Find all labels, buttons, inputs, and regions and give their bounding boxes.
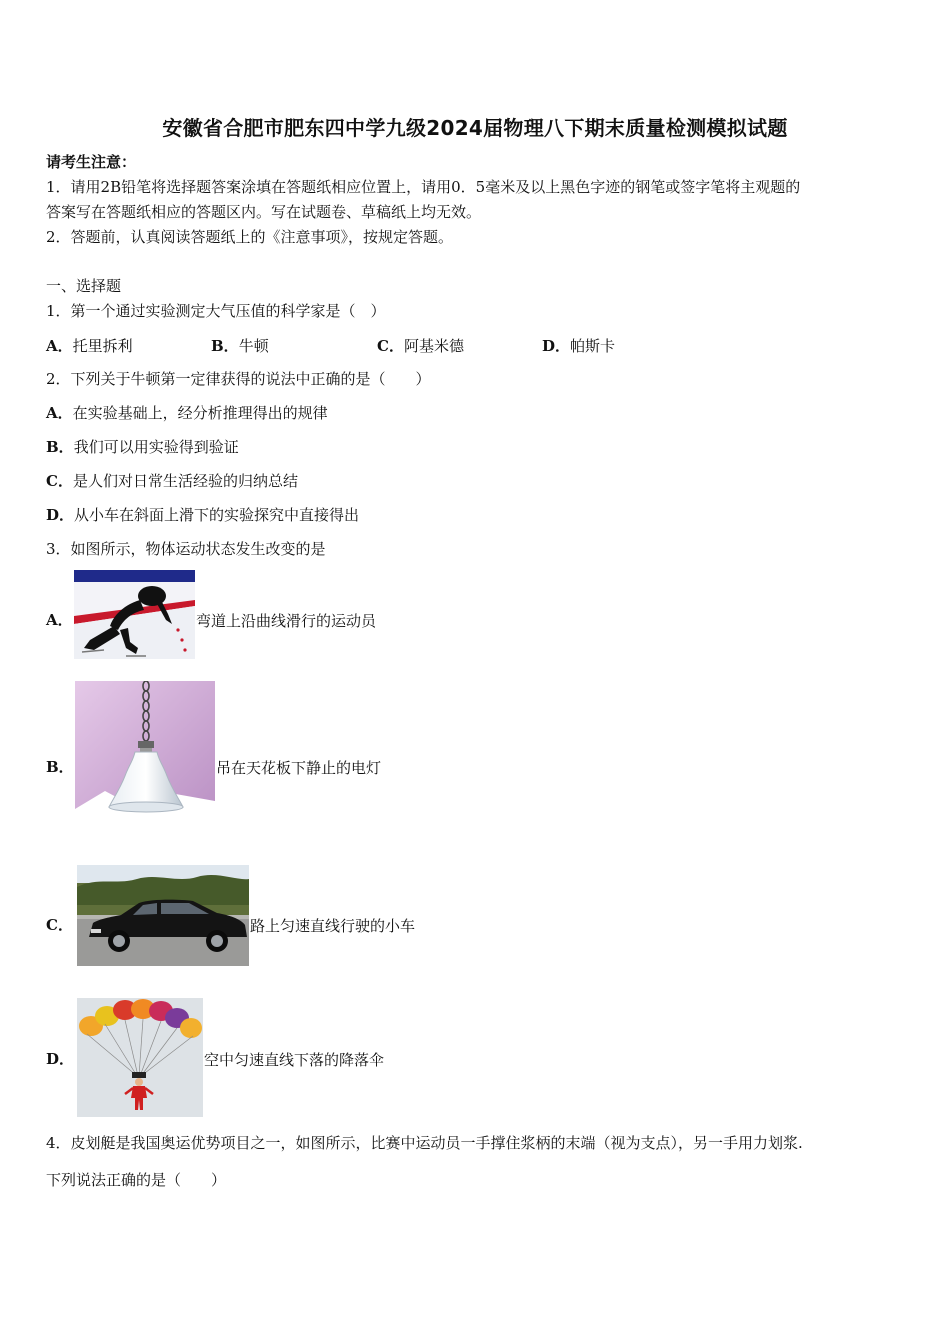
- q2-option-c: C．是人们对日常生活经验的归纳总结: [46, 472, 298, 490]
- q1-stem: 1．第一个通过实验测定大气压值的科学家是（ ）: [46, 302, 386, 320]
- q4-stem-line-2: 下列说法正确的是（ ）: [46, 1171, 227, 1189]
- q2-stem: 2．下列关于牛顿第一定律获得的说法中正确的是（ ）: [46, 370, 431, 388]
- hanging-lamp-image: [75, 681, 215, 825]
- section-heading: 一、选择题: [46, 277, 122, 295]
- notice-item-1-line-1: 1．请用2B铅笔将选择题答案涂填在答题纸相应位置上，请用0．5毫米及以上黑色字迹的钢笔或签字笔将主观题的: [46, 178, 801, 196]
- parachute-image: [77, 998, 203, 1117]
- q1-options: [46, 336, 666, 356]
- q4-stem-line-1: 4．皮划艇是我国奥运优势项目之一，如图所示，比赛中运动员一手撑住浆柄的末端（视为支点），另一手用力划浆.: [46, 1134, 803, 1152]
- q2-option-a: A．在实验基础上，经分析推理得出的规律: [46, 404, 328, 422]
- q3-option-a-text: 弯道上沿曲线滑行的运动员: [196, 612, 377, 630]
- notice-item-1-line-2: 答案写在答题纸相应的答题区内。写在试题卷、草稿纸上均无效。: [46, 203, 482, 221]
- speed-skater-image: [74, 570, 195, 659]
- q1-option-a: A．托里拆利: [46, 337, 133, 355]
- q3-option-d-letter: D．: [46, 1050, 75, 1068]
- notice-item-2: 2．答题前，认真阅读答题纸上的《注意事项》，按规定答题。: [46, 228, 454, 246]
- q2-option-d: D．从小车在斜面上滑下的实验探究中直接得出: [46, 506, 360, 524]
- q3-option-a-letter: A．: [46, 611, 73, 629]
- q3-option-c-text: 路上匀速直线行驶的小车: [250, 917, 416, 935]
- q1-option-c: C．阿基米德: [377, 337, 464, 355]
- q2-option-b: B．我们可以用实验得到验证: [46, 438, 239, 456]
- q1-option-d: D．帕斯卡: [542, 337, 616, 355]
- q3-option-b-letter: B．: [46, 758, 74, 776]
- q3-stem: 3．如图所示，物体运动状态发生改变的是: [46, 540, 326, 558]
- q3-option-c-letter: C．: [46, 916, 73, 934]
- notice-heading: 请考生注意：: [46, 153, 137, 171]
- q3-option-d-text: 空中匀速直线下落的降落伞: [204, 1051, 385, 1069]
- car-image: [77, 865, 249, 966]
- q3-option-b-text: 吊在天花板下静止的电灯: [216, 759, 382, 777]
- page-title: 安徽省合肥市肥东四中学九级2024届物理八下期末质量检测模拟试题: [162, 116, 788, 140]
- q1-option-b: B．牛顿: [211, 337, 269, 355]
